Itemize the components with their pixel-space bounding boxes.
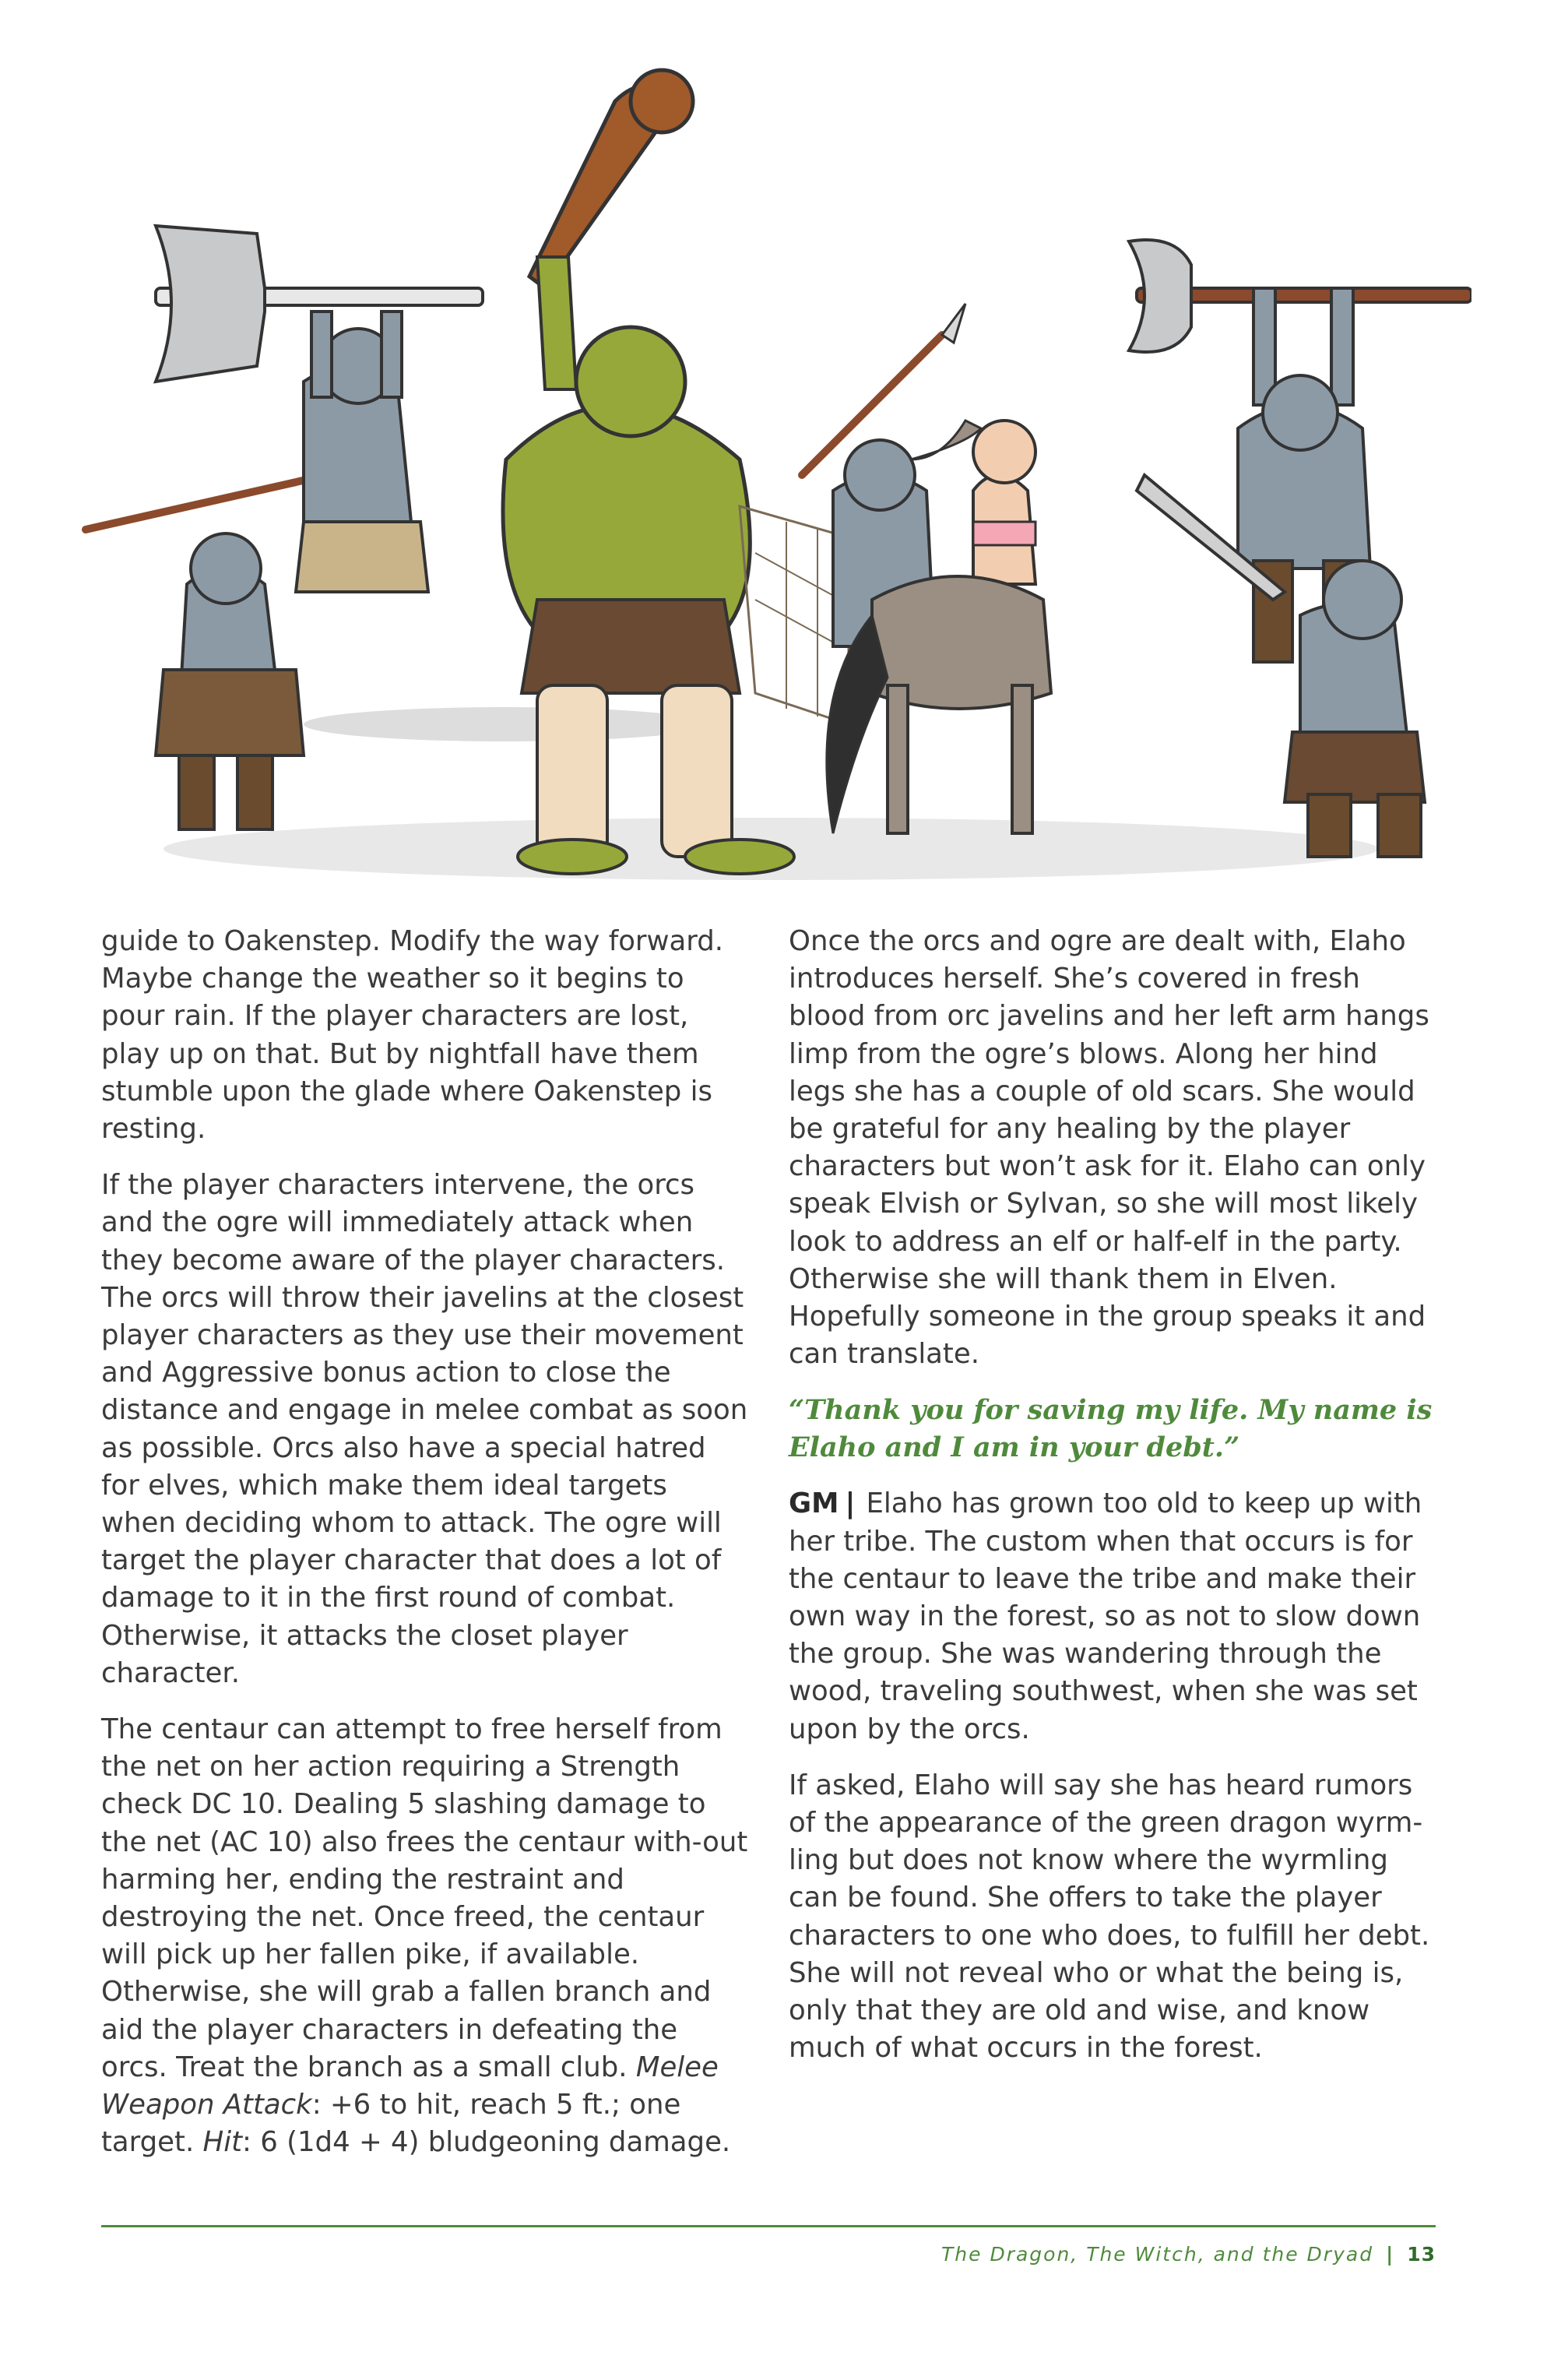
body-paragraph: Once the orcs and ogre are dealt with, Elaho introduces herself. She’s covered in fresh blood from orc javelins and her left arm hangs limp from the ogre’s blows. Along her hind legs she has a couple of old scars. She would be grateful for any healing by the player characters but won’t ask for it. Elaho can only speak Elvish or Sylvan, so she will most likely look to address an elf or half-elf in the party. Otherwise she will thank them in Elven. Hopefully someone in the group speaks it and can translate. xyxy=(789,925,1429,1371)
gm-note xyxy=(789,1485,1436,1748)
body-text: The centaur can attempt to free herself from the net on her action requiring a Strength check DC 10. Dealing 5 slashing damage to the net (AC 10) also frees the centaur with-out harming her, ending the restraint and destroying the net. Once freed, the centaur will pick up her fallen pike, if available. Otherwise, she will grab a fallen branch and aid the player characters in defeating the orcs. Treat the branch as a small club. xyxy=(101,1713,748,2083)
melee-weapon-attack-label: Melee Weapon Attack xyxy=(101,2051,719,2121)
footer-separator: | xyxy=(1386,2243,1395,2266)
page-number: 13 xyxy=(1407,2243,1436,2266)
ogre-figure xyxy=(503,70,794,874)
body-text: : +6 to hit, reach 5 ft.; one target. xyxy=(101,2089,681,2159)
orc-figure xyxy=(296,312,428,592)
right-column xyxy=(789,923,1436,2086)
body-paragraph: If the player characters intervene, the orcs and the ogre will immediately attack when they become aware of the player characters. The orcs will throw their javelins at the closest player characters as they use their movement and Aggressive bonus action to close the distance and engage in melee combat as soon as possible. Orcs also have a special hatred for elves, which make them ideal targets when deciding whom to attack. The ogre will target the player character that does a lot of damage to it in the first round of combat. Otherwise, it attacks the closet player character. xyxy=(101,1169,748,1689)
body-paragraph xyxy=(101,1711,749,2161)
body-paragraph: If asked, Elaho will say she has heard rumors of the appearance of the green dragon wyrm-ling but does not know where the wyrmling can be found. She offers to take the player characters to one who does, to fulfill her debt. She will not reveal who or what the being is, only that they are old and wise, and know much of what occurs in the forest. xyxy=(789,1769,1430,2065)
read-aloud-quote: “Thank you for saving my life. My name is Elaho and I am in your debt.” xyxy=(789,1394,1433,1464)
left-column xyxy=(101,923,749,2181)
gm-separator: | xyxy=(845,1488,856,1520)
axe-icon xyxy=(1129,240,1471,352)
body-paragraph: guide to Oakenstep. Modify the way forward. Maybe change the weather so it begins to pour rain. If the player characters are lost, play up on that. But by nightfall have them stumble upon the glade where Oakenstep is resting. xyxy=(101,925,724,1146)
orcs-ogre-centaur-illustration xyxy=(70,55,1471,896)
footer-divider xyxy=(101,2225,1436,2227)
hit-label: Hit xyxy=(202,2126,242,2159)
page-footer xyxy=(941,2243,1436,2266)
gm-label: GM xyxy=(789,1488,839,1520)
gm-text: Elaho has grown too old to keep up with her tribe. The custom when that occurs is for the centaur to leave the tribe and make their own way in the forest, so as not to slow down the group. She was wandering through the wood, traveling southwest, when she was set upon by the orcs. xyxy=(789,1488,1422,1745)
book-title: The Dragon, The Witch, and the Dryad xyxy=(941,2243,1374,2266)
body-text: : 6 (1d4 + 4) bludgeoning damage. xyxy=(242,2126,731,2159)
